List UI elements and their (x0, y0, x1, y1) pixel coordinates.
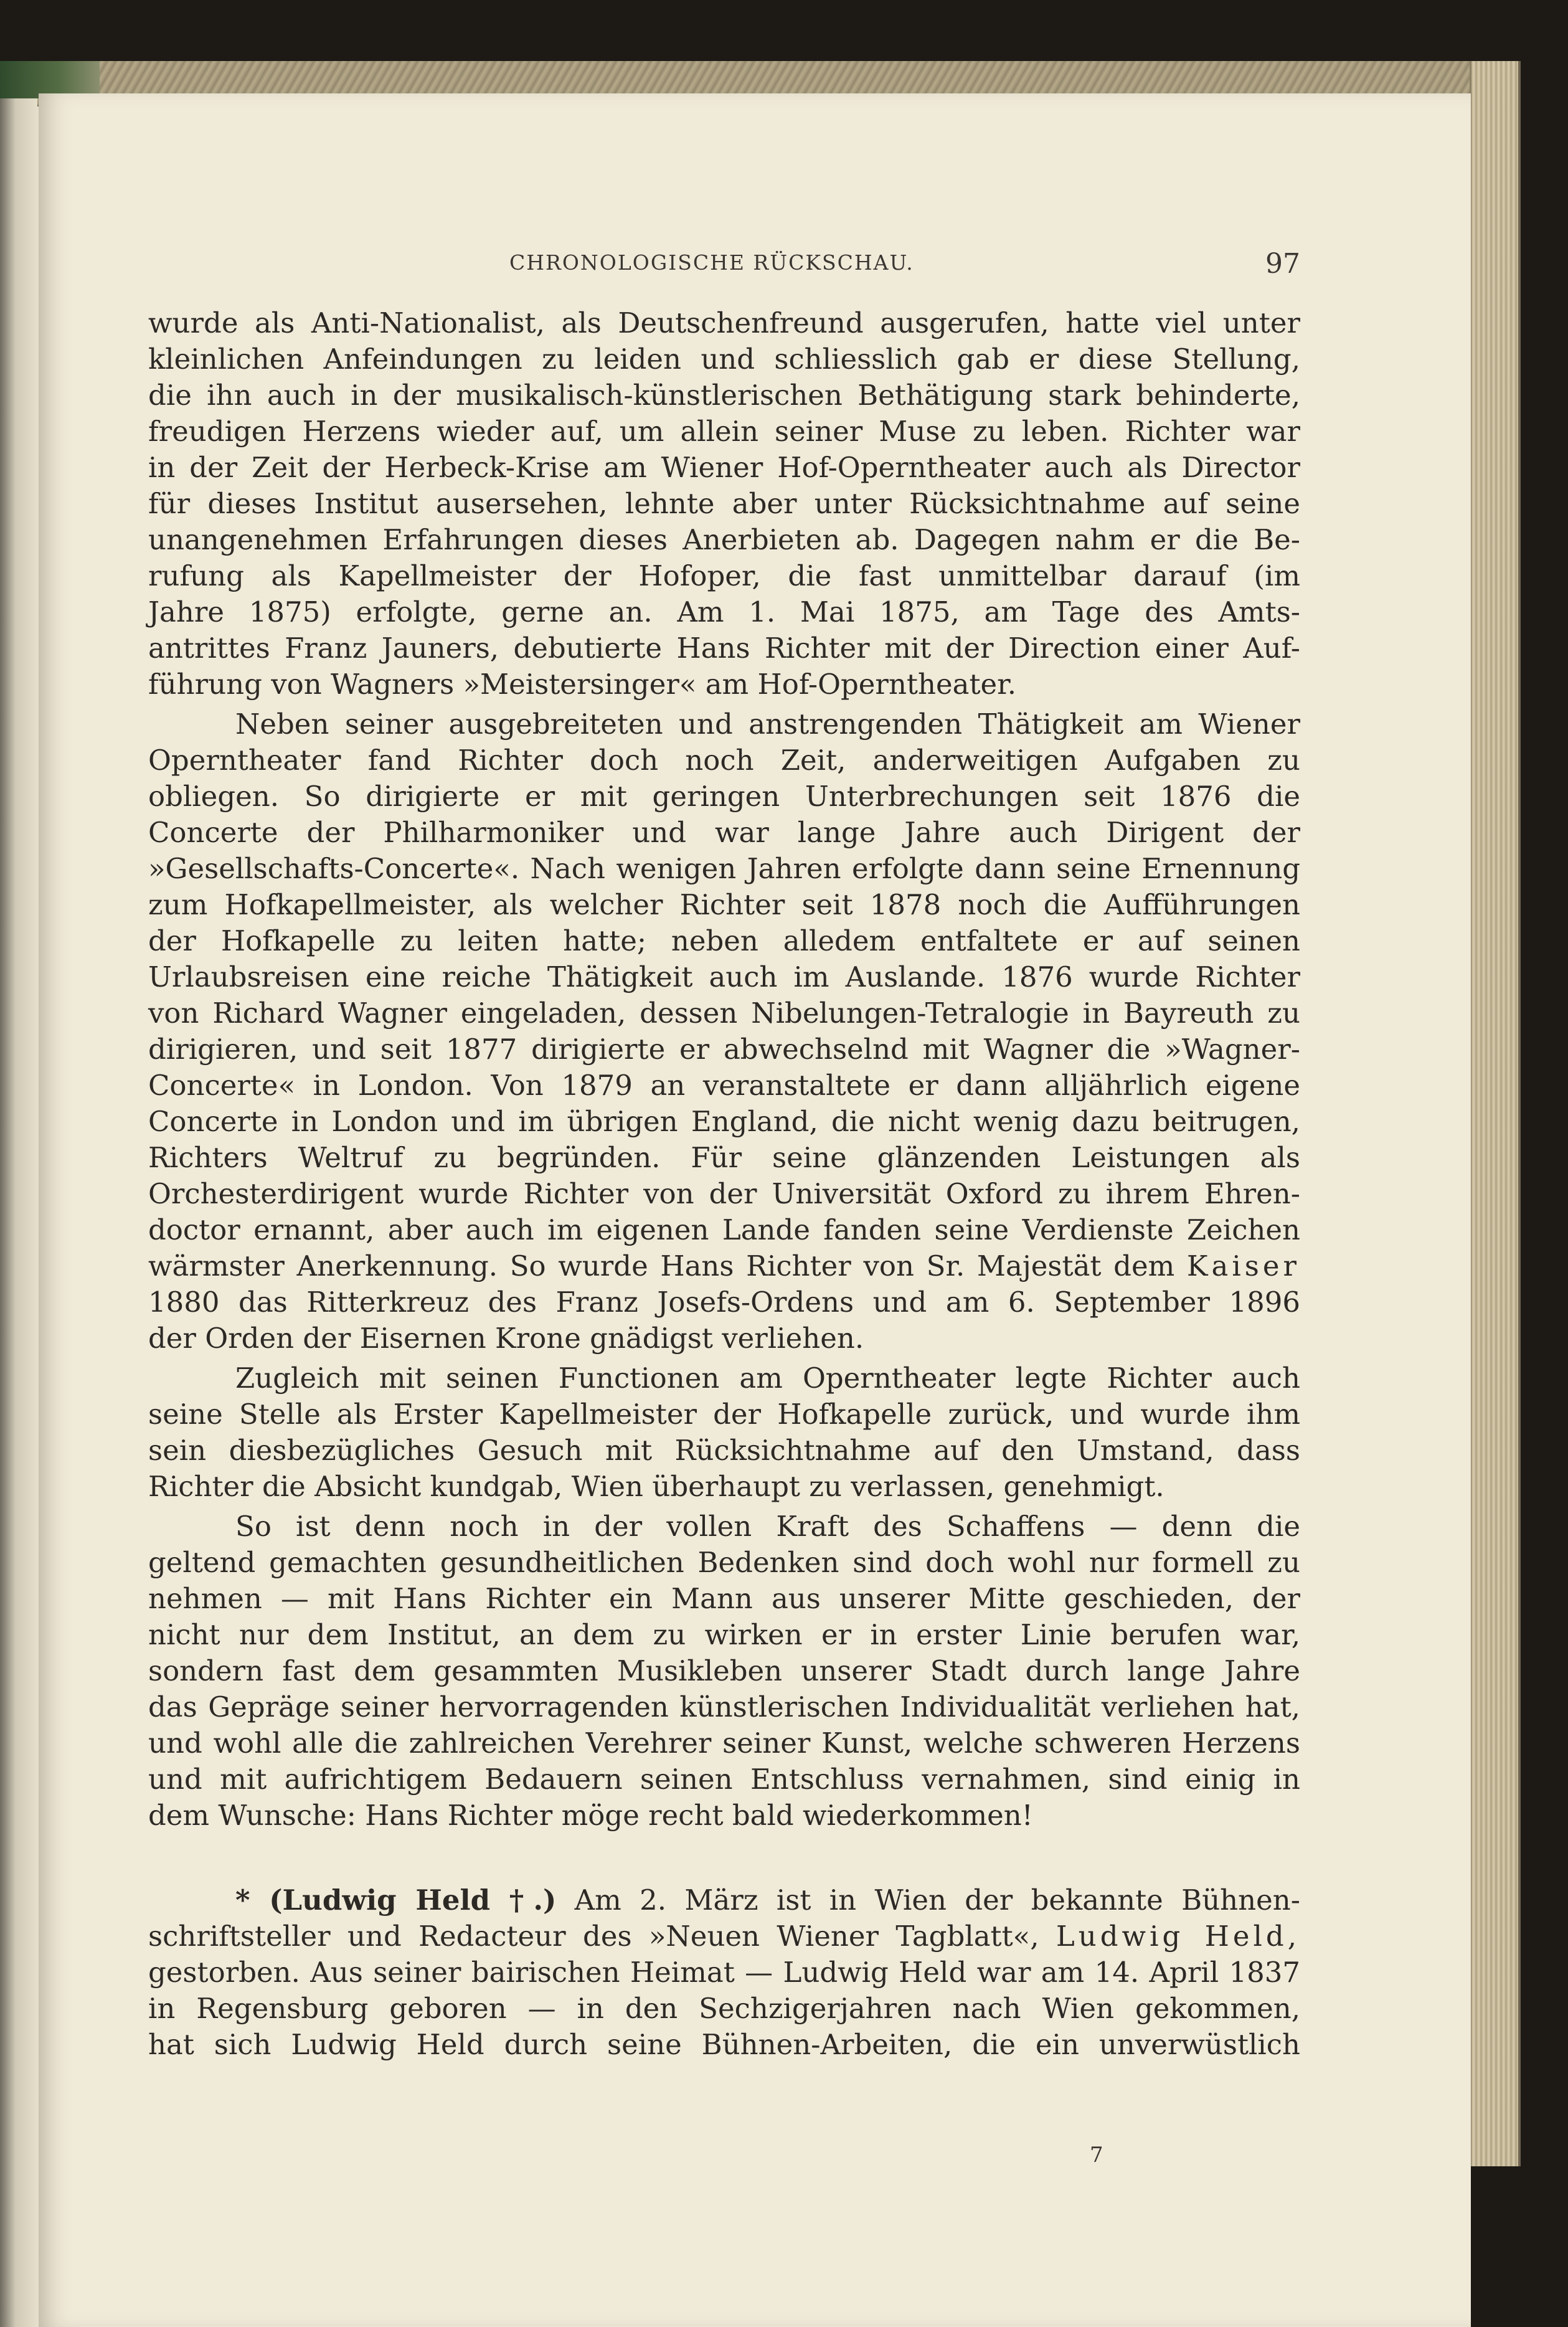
page-number: 97 (1265, 248, 1300, 280)
text-line: »Gesellschafts-Concerte«. Nach wenigen Jahren erfolgte dann seine Ernennung (148, 852, 1300, 885)
text-line: geltend gemachten gesundheitlichen Bedenken sind doch wohl nur formell zu (148, 1546, 1300, 1579)
text-line: doctor ernannt, aber auch im eigenen Lande fanden seine Verdienste Zeichen (148, 1213, 1300, 1246)
text-line: Richter die Absicht kundgab, Wien überhaupt zu verlassen, genehmigt. (148, 1470, 1164, 1503)
book-page (39, 93, 1471, 2327)
text-line: Neben seiner ausgebreiteten und anstrengenden Thätigkeit am Wiener (235, 708, 1300, 741)
page-header (148, 239, 1300, 289)
text-line: in der Zeit der Herbeck-Krise am Wiener Hof-Operntheater auch als Director (148, 451, 1300, 484)
text-line-part: schriftsteller und Redacteur des »Neuen Wiener Tagblatt«, (148, 1920, 1039, 1953)
spaced-name: Ludwig Held, (1056, 1920, 1301, 1953)
text-line: dirigieren, und seit 1877 dirigierte er abwechselnd mit Wagner die »Wagner- (148, 1033, 1300, 1066)
text-line: nehmen — mit Hans Richter ein Mann aus unserer Mitte geschieden, der (148, 1582, 1300, 1615)
text-line: die ihn auch in der musikalisch-künstlerischen Bethätigung stark behinderte, (148, 379, 1300, 412)
text-line: rufung als Kapellmeister der Hofoper, die fast unmittelbar darauf (im (148, 559, 1300, 592)
text-line: für dieses Institut ausersehen, lehnte aber unter Rücksichtnahme auf seine (148, 487, 1300, 520)
text-line: Zugleich mit seinen Functionen am Operntheater legte Richter auch (235, 1362, 1300, 1395)
text-line: gestorben. Aus seiner bairischen Heimat — Ludwig Held war am 14. April 1837 (148, 1956, 1300, 1989)
text-line: dem Wunsche: Hans Richter möge recht bald wiederkommen! (148, 1799, 1033, 1832)
signature-mark: 7 (1090, 2143, 1103, 2168)
text-line: kleinlichen Anfeindungen zu leiden und schliesslich gab er diese Stellung, (148, 343, 1300, 376)
text-line: sein diesbezügliches Gesuch mit Rücksichtnahme auf den Umstand, dass (148, 1434, 1300, 1467)
text-line: das Gepräge seiner hervorragenden künstlerischen Individualität verliehen hat, (148, 1690, 1300, 1723)
kaiser-word: Kaiser (1186, 1249, 1300, 1282)
text-line: obliegen. So dirigierte er mit geringen Unterbrechungen seit 1876 die (148, 780, 1300, 813)
text-line: hat sich Ludwig Held durch seine Bühnen-Arbeiten, die ein unverwüstlich (148, 2028, 1300, 2061)
book-spine (0, 61, 100, 98)
text-line: seine Stelle als Erster Kapellmeister der Hofkapelle zurück, und wurde ihm (148, 1398, 1300, 1431)
text-line: Concerte der Philharmoniker und war lange Jahre auch Dirigent der (148, 816, 1300, 849)
text-line: Richters Weltruf zu begründen. Für seine glänzenden Leistungen als (148, 1141, 1300, 1174)
text-line: So ist denn noch in der vollen Kraft des Schaffens — denn die (235, 1510, 1300, 1543)
text-line: antrittes Franz Jauners, debutierte Hans Richter mit der Direction einer Auf- (148, 632, 1300, 665)
text-line: führung von Wagners »Meistersinger« am Hof-Operntheater. (148, 668, 1017, 701)
text-line-part: wärmster Anerkennung. So wurde Hans Richter von Sr. Majestät dem (148, 1249, 1175, 1282)
text-line: Operntheater fand Richter doch noch Zeit, anderweitigen Aufgaben zu (148, 744, 1300, 777)
text-line (148, 1248, 1300, 1284)
text-line: zum Hofkapellmeister, als welcher Richter seit 1878 noch die Aufführungen (148, 888, 1300, 921)
text-line: der Hofkapelle zu leiten hatte; neben alledem entfaltete er auf seinen (148, 924, 1300, 957)
book-fore-edge (1470, 61, 1521, 2166)
text-line: freudigen Herzens wieder auf, um allein seiner Muse zu leben. Richter war (148, 415, 1300, 448)
text-line: und wohl alle die zahlreichen Verehrer seiner Kunst, welche schweren Herzens (148, 1727, 1300, 1760)
text-line: unangenehmen Erfahrungen dieses Anerbieten ab. Dagegen nahm er die Be- (148, 523, 1300, 556)
text-line: 1880 das Ritterkreuz des Franz Josefs-Ordens und am 6. September 1896 (148, 1286, 1300, 1319)
text-line: sondern fast dem gesammten Musikleben unserer Stadt durch lange Jahre (148, 1654, 1300, 1687)
facing-page-edge (0, 81, 39, 2327)
text-line: Concerte in London und im übrigen England, die nicht wenig dazu beitrugen, (148, 1105, 1300, 1138)
text-line: Urlaubsreisen eine reiche Thätigkeit auch im Auslande. 1876 wurde Richter (148, 960, 1300, 993)
text-line: Orchesterdirigent wurde Richter von der Universität Oxford zu ihrem Ehren- (148, 1177, 1300, 1210)
text-line: von Richard Wagner eingeladen, dessen Nibelungen-Tetralogie in Bayreuth zu (148, 997, 1300, 1030)
text-line: in Regensburg geboren — in den Sechzigerjahren nach Wien gekommen, (148, 1992, 1300, 2025)
text-line: Concerte« in London. Von 1879 an veranstaltete er dann alljährlich eigene (148, 1069, 1300, 1102)
text-line-part: Am 2. März ist in Wien der bekannte Bühnen- (574, 1884, 1300, 1917)
text-line: Jahre 1875) erfolgte, gerne an. Am 1. Mai 1875, am Tage des Amts- (148, 595, 1300, 628)
text-line: nicht nur dem Institut, an dem zu wirken er in erster Linie berufen war, (148, 1618, 1300, 1651)
notice-heading: * (Ludwig Held †.) (235, 1884, 557, 1917)
text-line: der Orden der Eisernen Krone gnädigst verliehen. (148, 1322, 864, 1355)
running-head: CHRONOLOGISCHE RÜCKSCHAU. (509, 250, 914, 275)
text-line (148, 1882, 1300, 1918)
text-line: wurde als Anti-Nationalist, als Deutschenfreund ausgerufen, hatte viel unter (148, 306, 1300, 339)
text-line: und mit aufrichtigem Bedauern seinen Entschluss vernahmen, sind einig in (148, 1763, 1300, 1796)
text-line (148, 1918, 1300, 1955)
